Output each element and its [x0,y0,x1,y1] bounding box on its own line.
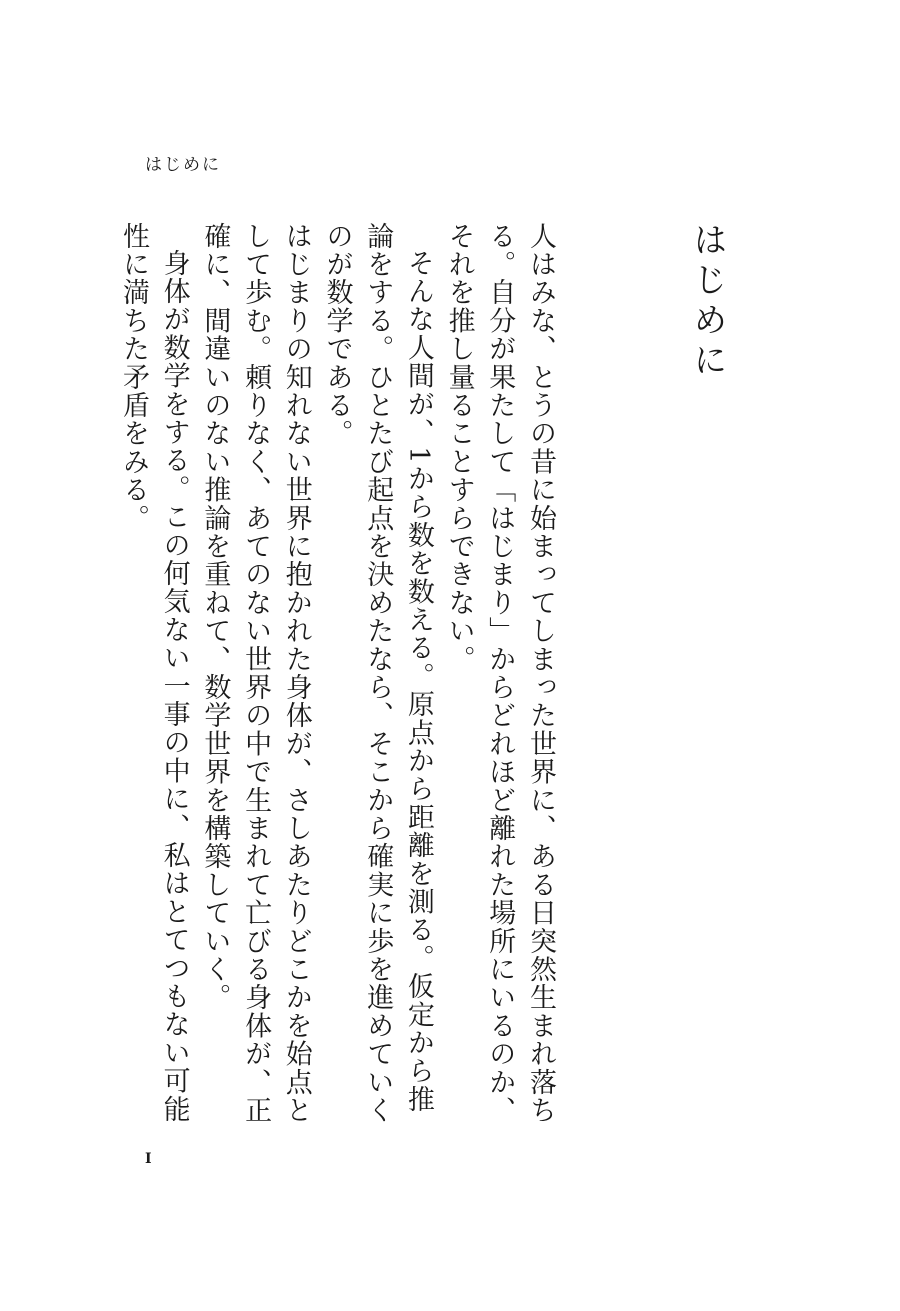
paragraph: 人はみな、とうの昔に始まってしまった世界に、ある日突然生まれ落ちる。自分が果たして「はじまり」からどれほど離れた場所にいるのか、それを推し量ることすらできない。 [443,222,556,1125]
page-number: I [145,1151,152,1167]
paragraph: はじまりの知れない世界に抱かれた身体が、さしあたりどこかを始点として歩む。頼りなく、あてのない世界の中で生まれて亡びる身体が、正確に、間違いのない推論を重ねて、数学世界を構築していく。 [199,222,312,1125]
paragraph: そんな人間が、1から数を数える。原点から距離を測る。仮定から推論をする。ひとたび起点を決めたなら、そこから確実に歩を進めていくのが数学である。 [321,222,434,1125]
body-text [117,222,560,1132]
paragraph: 身体が数学をする。この何気ない一事の中に、私はとてつもない可能性に満ちた矛盾をみる。 [117,222,190,1124]
running-head: はじめに [145,155,221,175]
chapter-title: はじめに [687,222,727,382]
